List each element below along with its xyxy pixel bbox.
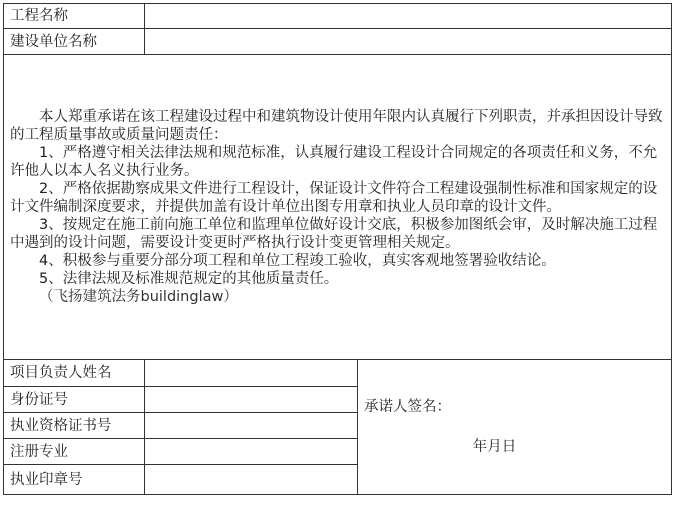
builder-unit-label: 建设单位名称 [4,29,145,55]
builder-unit-field[interactable] [145,29,672,55]
project-leader-label: 项目负责人姓名 [4,360,145,387]
id-number-label: 身份证号 [4,387,145,413]
seal-number-label: 执业印章号 [4,465,145,495]
statement-item-1: 1、严格遵守相关法律法规和规范标准，认真履行建设工程设计合同规定的各项责任和义务，不允许他人以本人名义执行业务。 [10,145,658,179]
builder-unit-row [4,29,672,55]
certificate-number-label: 执业资格证书号 [4,413,145,439]
seal-number-field[interactable] [145,465,358,495]
registered-specialty-label: 注册专业 [4,439,145,465]
project-leader-field[interactable] [145,360,358,387]
project-leader-row [4,360,672,387]
statement-item-3: 3、按规定在施工前向施工单位和监理单位做好设计交底，积极参加图纸会审，及时解决施工过程中遇到的设计问题，需要设计变更时严格执行设计变更管理相关规定。 [10,217,658,251]
statement-item-2: 2、严格依据勘察成果文件进行工程设计，保证设计文件符合工程建设强制性标准和国家规定的设计文件编制深度要求，并提供加盖有设计单位出图专用章和执业人员印章的设计文件。 [10,181,658,215]
signature-cell[interactable] [358,360,672,495]
commitment-form-table [3,3,672,495]
signature-label: 承诺人签名： [364,399,451,415]
registered-specialty-field[interactable] [145,439,358,465]
project-name-row [4,4,672,29]
id-number-field[interactable] [145,387,358,413]
statement-item-5: 5、法律法规及标准规范规定的其他质量责任。 [39,271,339,287]
signature-date: 年月日 [472,439,517,455]
project-name-field[interactable] [145,4,672,29]
commitment-statement [4,55,672,360]
statement-row [4,55,672,360]
project-name-label: 工程名称 [4,4,145,29]
statement-credit: （飞扬建筑法务buildinglaw） [39,289,238,305]
statement-intro: 本人郑重承诺在该工程建设过程中和建筑物设计使用年限内认真履行下列职责，并承担因设计导致的工程质量事故或质量问题责任： [10,109,663,143]
statement-item-4: 4、积极参与重要分部分项工程和单位工程竣工验收，真实客观地签署验收结论。 [39,253,556,269]
certificate-number-field[interactable] [145,413,358,439]
